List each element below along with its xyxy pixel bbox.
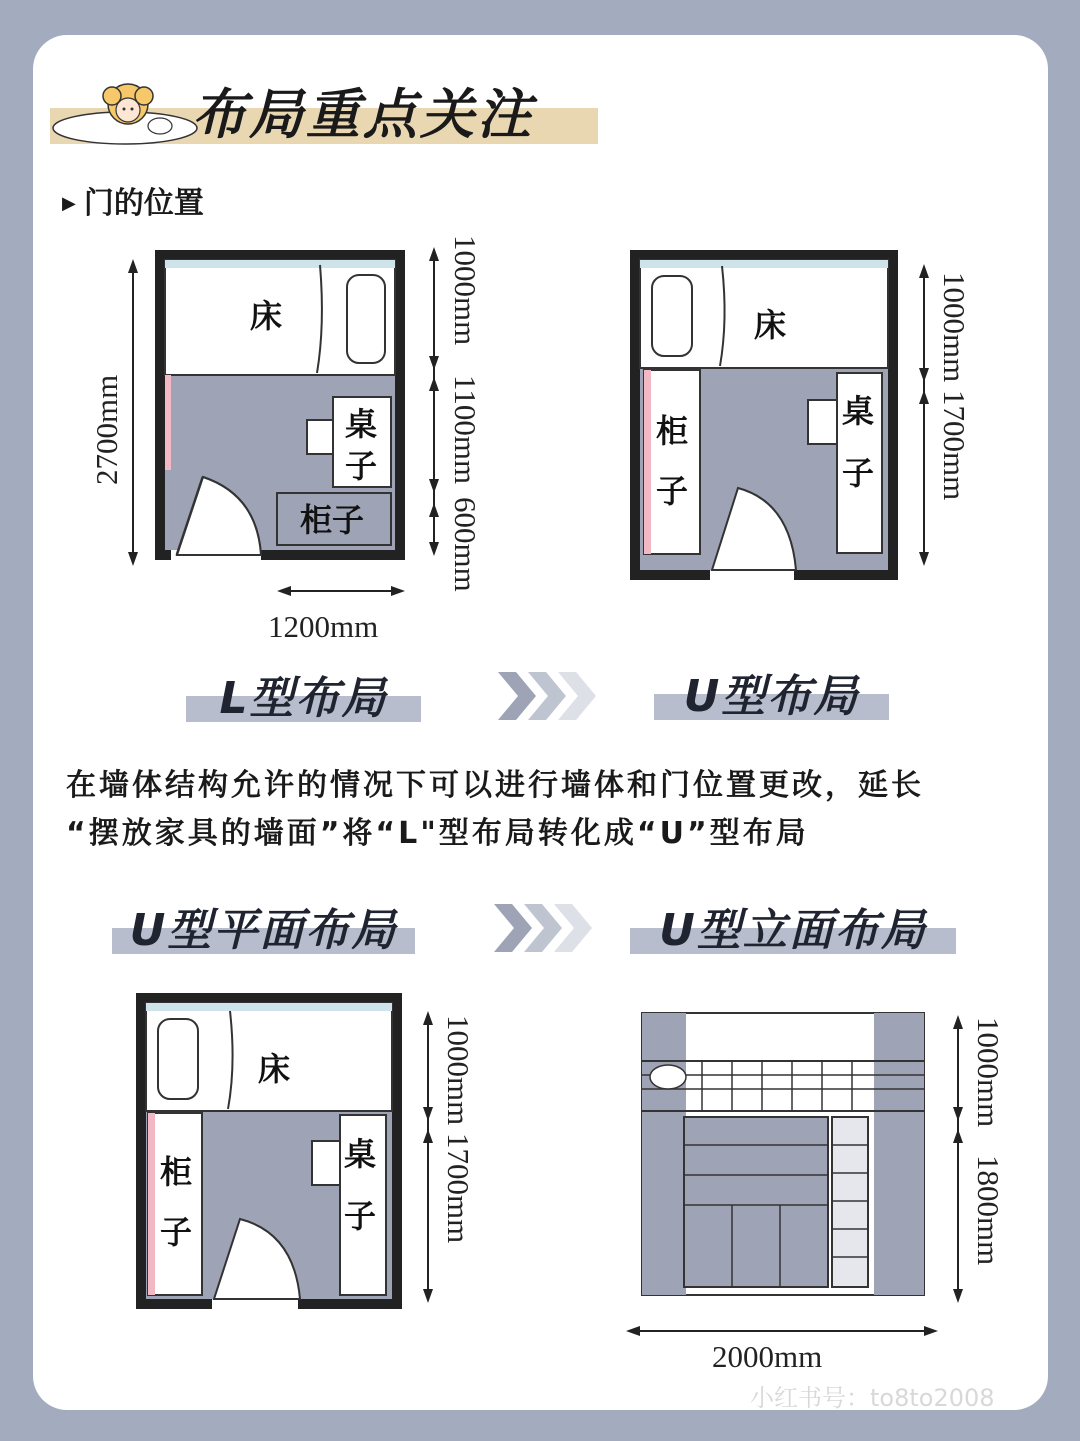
triangle-bullet-icon: ▶ xyxy=(62,193,76,214)
cabinet xyxy=(148,1113,202,1295)
u-plan-label xyxy=(112,894,415,954)
bed-label: 床 xyxy=(258,1050,291,1088)
l-layout-label xyxy=(186,662,421,722)
page-title: 布局重点关注 xyxy=(192,83,534,146)
pillow xyxy=(158,1019,198,1099)
u-layout-label xyxy=(654,660,889,720)
u-elevation-text: U型立面布局 xyxy=(659,905,927,956)
cabinet-label: 柜子 xyxy=(300,501,365,539)
dim-height-label: 2700mm xyxy=(89,374,124,485)
section-subheading xyxy=(62,178,204,222)
dim-right-1: 1000mm xyxy=(971,1017,1006,1128)
paragraph-line-2: “摆放家具的墙面”将“L"型布局转化成“U”型布局 xyxy=(66,816,809,851)
desk-label-top: 桌 xyxy=(345,405,378,443)
desk-label-top: 桌 xyxy=(344,1135,377,1173)
pillow xyxy=(650,1065,686,1089)
dim-right-1: 1000mm xyxy=(937,272,972,383)
pillow xyxy=(347,275,385,363)
mascot-illustration xyxy=(50,76,200,146)
chevron-arrows-icon-2 xyxy=(494,900,594,956)
cabinet-label-top: 柜 xyxy=(656,412,689,450)
wardrobe xyxy=(684,1117,828,1287)
description-paragraph xyxy=(66,762,1026,858)
chair xyxy=(808,400,837,444)
l-layout-floor-plan xyxy=(85,225,505,645)
watermark-text: 小红书号：to8to2008 xyxy=(750,1384,995,1412)
stair-cabinet xyxy=(832,1117,868,1287)
dim-right-1: 1000mm xyxy=(448,235,483,346)
desk-label-bottom: 子 xyxy=(344,1197,377,1235)
paragraph-line-1: 在墙体结构允许的情况下可以进行墙体和门位置更改，延长 xyxy=(66,768,924,803)
u-layout-floor-plan xyxy=(600,240,1000,600)
dim-right-2: 1700mm xyxy=(441,1133,476,1244)
dim-right-2: 1100mm xyxy=(448,375,483,485)
dim-right-2: 1700mm xyxy=(937,390,972,501)
u-elevation-drawing xyxy=(620,1005,1020,1375)
dim-width-label: 2000mm xyxy=(712,1339,823,1374)
desk-label-top: 桌 xyxy=(842,392,875,430)
chevron-arrows-icon xyxy=(498,668,598,724)
cabinet-label-top: 柜 xyxy=(160,1153,193,1191)
u-elevation-label xyxy=(630,894,956,954)
chair xyxy=(307,420,333,454)
title-banner xyxy=(50,66,598,146)
pillow xyxy=(652,276,692,356)
bed-label: 床 xyxy=(250,297,283,335)
u-plan-text: U型平面布局 xyxy=(129,905,398,956)
desk-label-bottom: 子 xyxy=(345,447,378,485)
u-plan-floor-plan xyxy=(110,985,510,1330)
cabinet-label-bottom: 子 xyxy=(656,472,689,510)
cabinet xyxy=(644,370,700,554)
u-layout-text: U型布局 xyxy=(683,671,860,722)
dim-right-1: 1000mm xyxy=(441,1015,476,1126)
bed-label: 床 xyxy=(754,306,787,344)
cabinet-label-bottom: 子 xyxy=(160,1213,193,1251)
dim-width-label: 1200mm xyxy=(268,609,379,644)
subheading-text: 门的位置 xyxy=(83,186,204,221)
chair xyxy=(312,1141,340,1185)
desk-label-bottom: 子 xyxy=(842,454,875,492)
l-layout-text: L型布局 xyxy=(219,673,388,724)
dim-right-3: 600mm xyxy=(448,497,483,592)
dim-right-2: 1800mm xyxy=(971,1155,1006,1266)
